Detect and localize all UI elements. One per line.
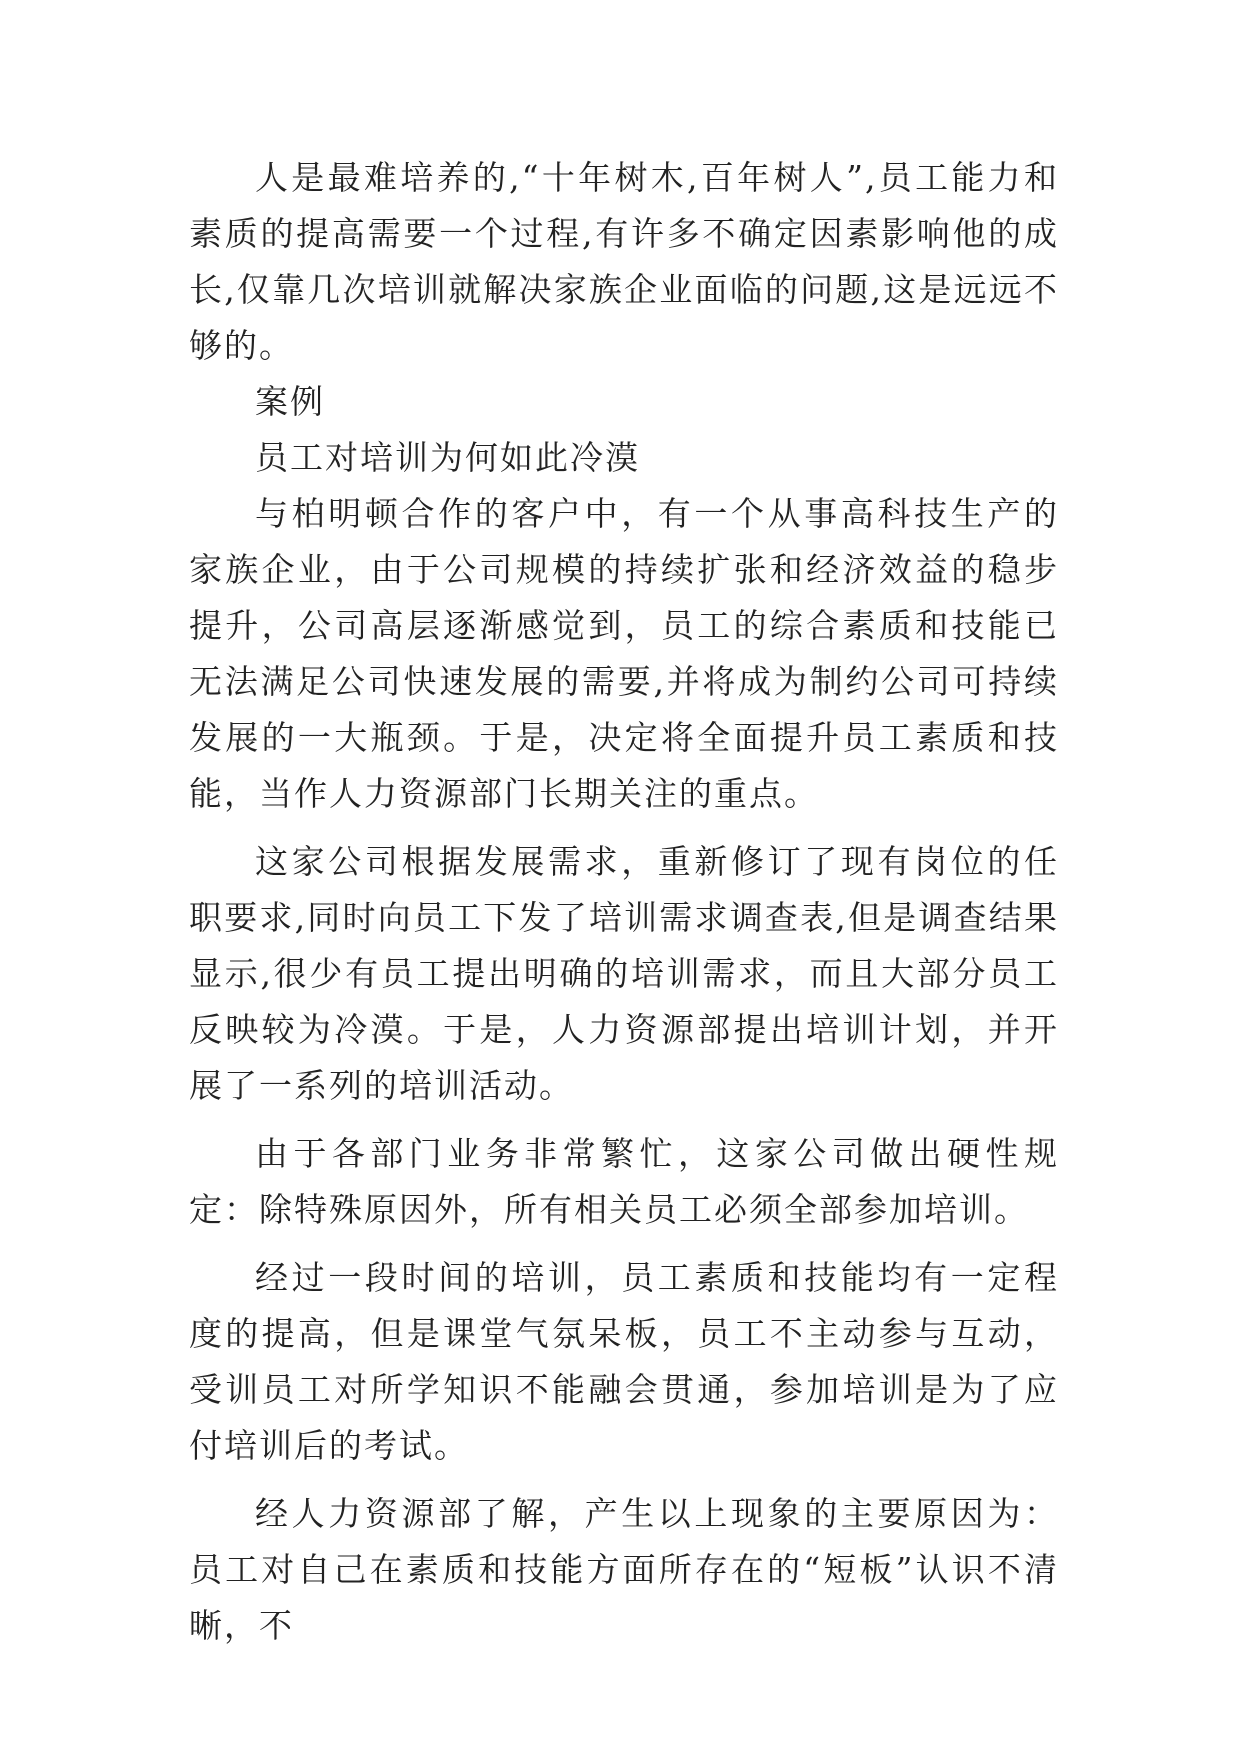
paragraph-survey: 这家公司根据发展需求，重新修订了现有岗位的任职要求,同时向员工下发了培训需求调查表,但是调查结果显示,很少有员工提出明确的培训需求，而且大部分员工反映较为冷漠。于是，人力资源部提出培训计划，并开展了一系列的培训活动。 xyxy=(189,842,1059,1105)
paragraph-mandatory-training: 由于各部门业务非常繁忙，这家公司做出硬性规定：除特殊原因外，所有相关员工必须全部参加培训。 xyxy=(189,1134,1059,1229)
paragraph-training-outcome: 经过一段时间的培训，员工素质和技能均有一定程度的提高，但是课堂气氛呆板，员工不主动参与互动，受训员工对所学知识不能融会贯通，参加培训是为了应付培训后的考试。 xyxy=(189,1258,1059,1465)
case-title: 员工对培训为何如此冷漠 xyxy=(255,438,640,477)
document-body xyxy=(189,150,1059,1654)
paragraph-root-cause: 经人力资源部了解，产生以上现象的主要原因为：员工对自己在素质和技能方面所存在的“短板”认识不清晰，不 xyxy=(189,1494,1059,1645)
case-label: 案例 xyxy=(255,382,325,421)
paragraph-case-background: 与柏明顿合作的客户中，有一个从事高科技生产的家族企业，由于公司规模的持续扩张和经济效益的稳步提升，公司高层逐渐感觉到，员工的综合素质和技能已无法满足公司快速发展的需要,并将成为制约公司可持续发展的一大瓶颈。于是，决定将全面提升员工素质和技能，当作人力资源部门长期关注的重点。 xyxy=(189,494,1059,813)
paragraph-intro: 人是最难培养的,“十年树木,百年树人”,员工能力和素质的提高需要一个过程,有许多不确定因素影响他的成长,仅靠几次培训就解决家族企业面临的问题,这是远远不够的。 xyxy=(189,158,1059,365)
